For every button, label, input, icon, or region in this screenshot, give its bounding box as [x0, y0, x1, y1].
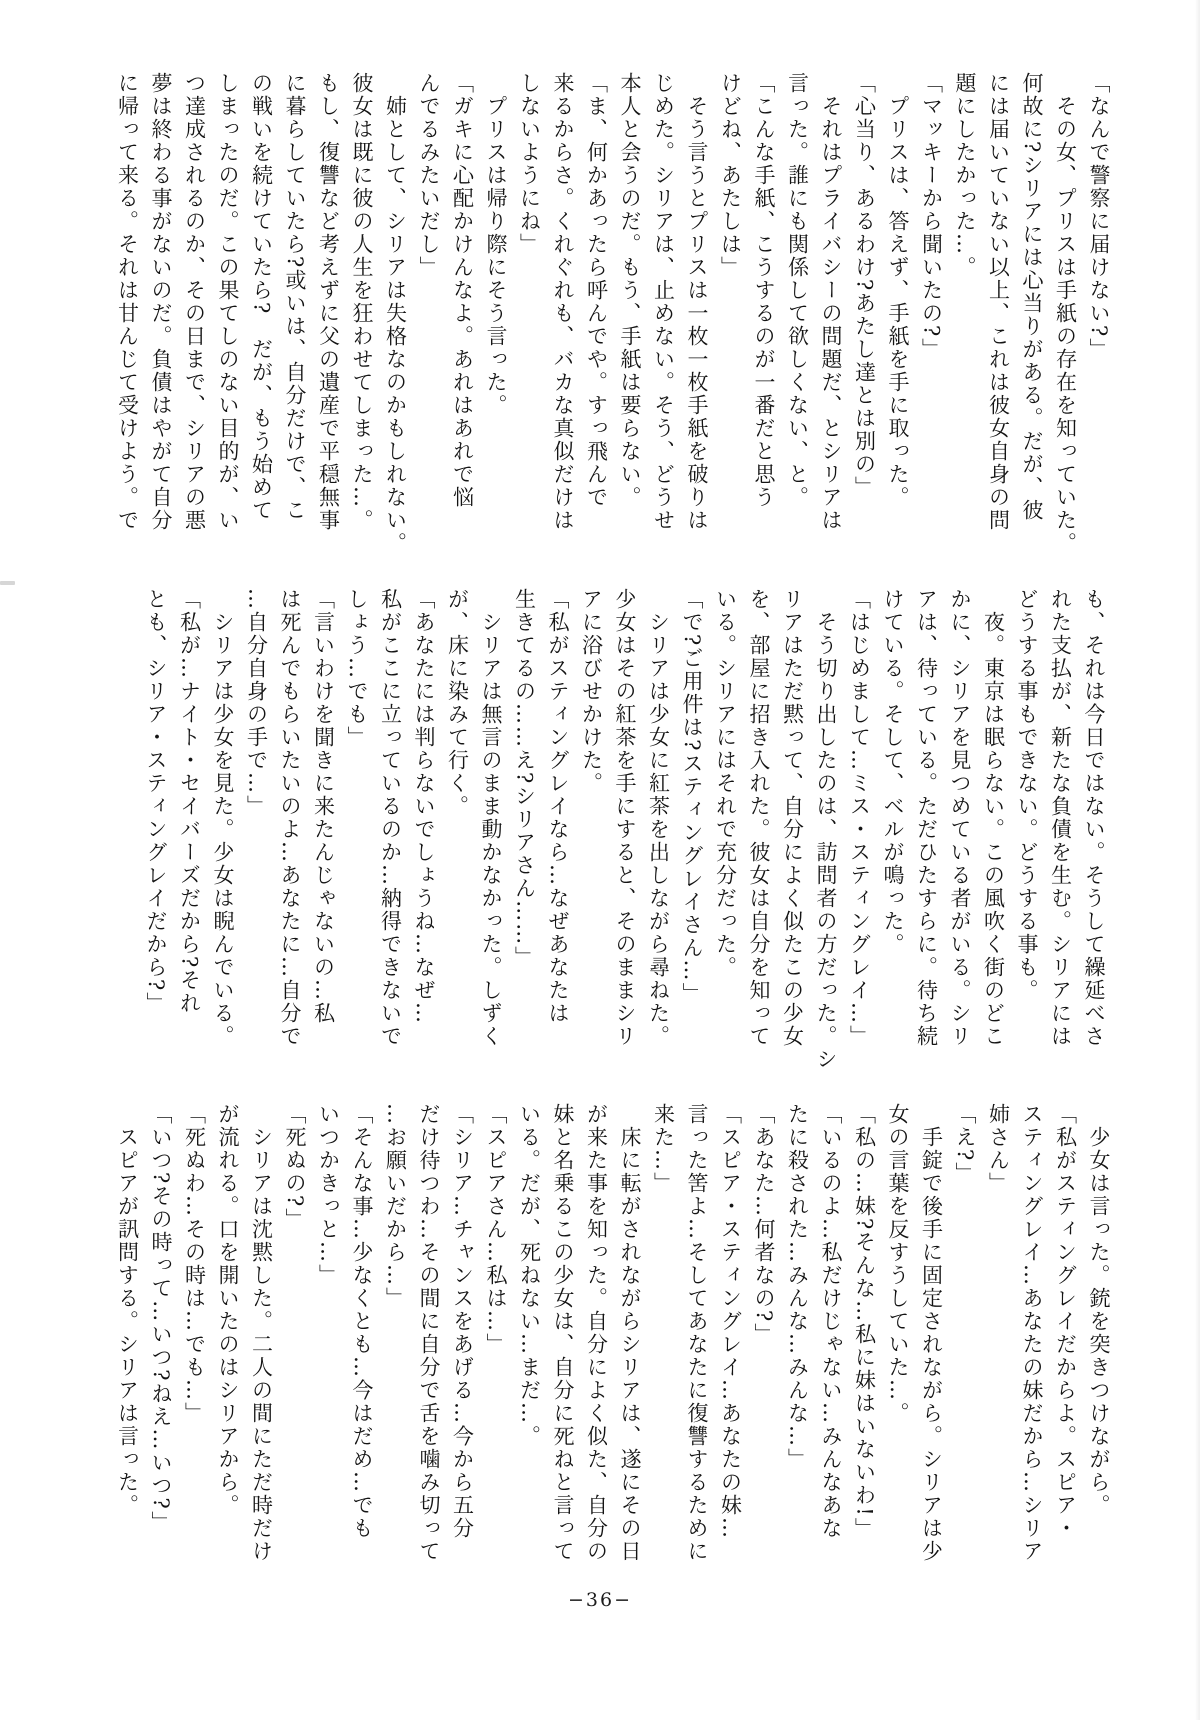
text-column: 「死ぬの?」: [283, 1103, 307, 1232]
text-column: つ達成されるのか、その日まで、シリアの悪: [182, 72, 207, 532]
text-column: 「私が…ナイト・セイバーズだから?それ: [177, 588, 202, 1016]
text-column: 来るからさ。くれぐれも、バカな真似だけは: [551, 72, 575, 532]
text-column: プリスは、答えず、手紙を手に取った。: [886, 72, 910, 509]
text-column: いつかきっと…」: [316, 1103, 341, 1287]
text-column: シリアは無言のまま動かなかった。しずく: [479, 588, 503, 1048]
text-column: 「え?」: [953, 1103, 977, 1186]
text-column: は死んでもらいたいのよ…あなたに…自分で: [278, 588, 302, 1048]
scan-artifact-dash: [0, 581, 15, 585]
text-column: れた支払が、新たな負債を生む。シリアには: [1048, 588, 1073, 1048]
text-column: いる。シリアにはそれで充分だった。: [713, 588, 738, 979]
text-column: 生きてるの……え?シリアさん……」: [512, 588, 537, 970]
text-column: が、床に染みて行く。: [445, 588, 470, 818]
text-column: 姉さん」: [986, 1103, 1011, 1195]
text-column: …自分自身の手で…」: [244, 588, 269, 818]
text-column: に帰って来る。それは甘んじて受けよう。で: [115, 72, 140, 532]
text-column: どうする事もできない。どうする事も。: [1015, 588, 1039, 1002]
text-column: 「あなたには判らないでしょうね…なぜ…: [412, 588, 436, 1025]
text-column: もし、復讐など考えずに父の遺産で平穏無事: [316, 72, 341, 532]
text-column: 「シリア…チャンスをあげる…今から五分: [450, 1103, 475, 1540]
text-column: 「死ぬわ…その時は…でも…」: [182, 1103, 207, 1425]
text-column: じめた。シリアは、止めない。そう、どうせ: [651, 72, 676, 532]
text-column: に暮らしていたら?或いは、自分だけで、こ: [283, 72, 307, 523]
text-column: シリアは沈黙した。二人の間にただ時だけ: [249, 1103, 274, 1563]
text-column: 夜。東京は眠らない。この風吹く街のどこ: [981, 588, 1006, 1048]
text-column: 「私がスティングレイなら…なぜあなたは: [546, 588, 570, 1025]
text-column: 「マッキーから聞いたの?」: [919, 72, 944, 362]
text-column: かに、シリアを見つめている者がいる。シリ: [948, 588, 972, 1048]
text-column: 題にしたかった…。: [953, 72, 977, 279]
text-column: 女の言葉を反すうしていた…。: [886, 1103, 910, 1425]
text-column: しないようにね」: [517, 72, 542, 256]
text-block-middle: [139, 588, 1111, 1090]
text-column: それはプライバシーの問題だ、とシリアは: [819, 72, 843, 532]
text-column: 手錠で後手に固定されながら。シリアは少: [919, 1103, 944, 1563]
page-number: −36−: [567, 1589, 633, 1611]
text-column: 彼女は既に彼の人生を狂わせてしまった…。: [350, 72, 374, 532]
text-column: には届いていない以上、これは彼女自身の問: [986, 72, 1011, 532]
text-column: 「スピア・スティングレイ…あなたの妹…: [718, 1103, 743, 1540]
text-column: 「ガキに心配かけんなよ。あれはあれで悩: [450, 72, 475, 509]
text-column: 妹と名乗るこの少女は、自分に死ねと言って: [551, 1103, 575, 1563]
text-column: の戦いを続けていたら? だが、もう始めて: [249, 72, 274, 523]
text-column: んでるみたいだし」: [417, 72, 441, 279]
text-column: 「はじめまして…ミス・スティングレイ…」: [847, 588, 872, 1048]
text-column: 「私がスティングレイだからよ。スピア・: [1053, 1103, 1078, 1540]
text-column: が流れる。口を開いたのはシリアから。: [216, 1103, 240, 1517]
text-column: シリアは少女を見た。少女は睨んでいる。: [211, 588, 235, 1048]
text-column: を、部屋に招き入れた。彼女は自分を知って: [747, 588, 771, 1048]
text-column: 床に転がされながらシリアは、遂にその日: [618, 1103, 642, 1563]
text-column: 「あなた…何者なの?」: [752, 1103, 776, 1347]
text-column: アは、待っている。ただひたすらに。待ち続: [914, 588, 939, 1048]
text-column: 本人と会うのだ。もう、手紙は要らない。: [618, 72, 642, 509]
text-column: 来た…」: [651, 1103, 676, 1195]
text-column: 「で?ご用件は?スティングレイさん…」: [680, 588, 704, 1006]
text-column: 「こんな手紙、こうするのが一番だと思う: [752, 72, 776, 509]
text-column: 「なんで警察に届けない?」: [1087, 72, 1111, 362]
text-column: だけ待つわ…その間に自分で舌を噛み切って: [417, 1103, 441, 1563]
text-column: そう切り出したのは、訪問者の方だった。シ: [814, 588, 838, 1071]
text-column: とも、シリア・スティングレイだから?」: [144, 588, 168, 1016]
text-column: しまったのだ。この果てしのない目的が、い: [216, 72, 240, 532]
text-column: 「ま、何かあったら呼んでや。すっ飛んで: [584, 72, 609, 509]
text-column: 何故に?シリアには心当りがある。だが、彼: [1020, 72, 1044, 523]
text-column: アに浴びせかけた。: [579, 588, 604, 795]
text-column: 少女はその紅茶を手にすると、そのままシリ: [613, 588, 637, 1048]
text-column: スピアが訊問する。シリアは言った。: [115, 1103, 140, 1517]
text-column: も、それは今日ではない。そうして繰延べさ: [1082, 588, 1106, 1048]
text-column: 「いるのよ…私だけじゃない…みんなあな: [819, 1103, 843, 1540]
text-column: けどね、あたしは」: [718, 72, 743, 279]
scan-edge-shading: [1195, 0, 1200, 1720]
text-column: 夢は終わる事がないのだ。負債はやがて自分: [149, 72, 173, 532]
text-column: 私がここに立っているのか…納得できないで: [378, 588, 403, 1048]
text-block-bottom: [110, 1103, 1115, 1605]
text-column: スティングレイ…あなたの妹だから…シリア: [1020, 1103, 1044, 1563]
text-column: 言った。誰にも関係して欲しくない、と。: [785, 72, 810, 509]
text-column: けている。そして、ベルが鳴った。: [881, 588, 905, 956]
text-column: 「そんな事…少なくとも…今はだめ…でも: [350, 1103, 374, 1540]
text-column: その女、プリスは手紙の存在を知っていた。: [1053, 72, 1078, 555]
text-column: 「言いわけを聞きに来たんじゃないの…私: [311, 588, 336, 1025]
text-block-top: [110, 72, 1115, 574]
text-column: リアはただ黙って、自分によく似たこの少女: [780, 588, 805, 1048]
text-column: しょう…でも」: [345, 588, 369, 749]
text-column: 姉として、シリアは失格なのかもしれない。: [383, 72, 408, 555]
text-column: 「いつ?その時って…いつ?ねえ…いつ?」: [149, 1103, 173, 1534]
text-column: …お願いだから…」: [383, 1103, 408, 1310]
text-column: 少女は言った。銃を突きつけながら。: [1087, 1103, 1111, 1517]
text-column: たに殺された…みんな…みんな…」: [785, 1103, 810, 1471]
text-column: 「スピアさん…私は…」: [484, 1103, 508, 1356]
text-column: そう言うとプリスは一枚一枚手紙を破りは: [685, 72, 709, 532]
text-column: 「心当り、あるわけ?あたし達とは別の」: [852, 72, 877, 500]
text-column: プリスは帰り際にそう言った。: [484, 72, 508, 417]
text-column: シリアは少女に紅茶を出しながら尋ねた。: [646, 588, 671, 1048]
text-column: 言った筈よ…そしてあなたに復讐するために: [685, 1103, 709, 1563]
text-column: 「私の…妹?そんな…私に妹はいないわ!」: [852, 1103, 877, 1541]
text-column: が来た事を知った。自分によく似た、自分の: [584, 1103, 609, 1563]
text-column: いる。だが、死ねない…まだ…。: [517, 1103, 542, 1448]
